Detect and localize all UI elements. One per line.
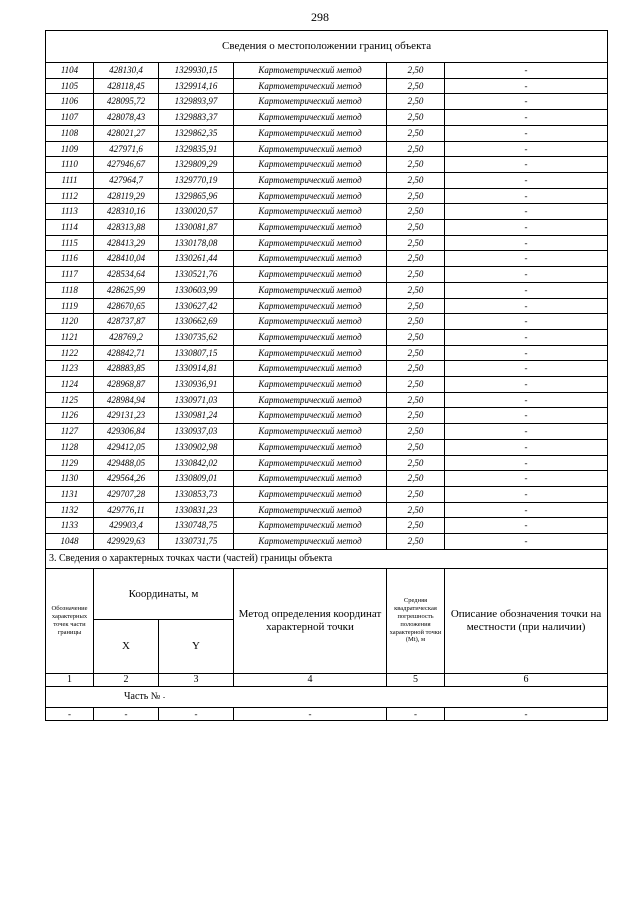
description-cell: - [445,502,608,518]
coord-y: 1330521,76 [159,267,234,283]
coord-y: 1330902,98 [159,439,234,455]
coord-x: 428410,04 [94,251,159,267]
description-cell: - [445,377,608,393]
method-cell: Картометрический метод [234,377,387,393]
point-number: 1118 [46,282,94,298]
empty-cell: - [159,707,234,720]
table-row [46,392,608,408]
description-cell: - [445,424,608,440]
table-row [46,298,608,314]
coord-x: 428883,85 [94,361,159,377]
accuracy-cell: 2,50 [387,361,445,377]
coord-x: 428130,4 [94,63,159,79]
method-cell: Картометрический метод [234,94,387,110]
method-cell: Картометрический метод [234,78,387,94]
point-number: 1108 [46,125,94,141]
table-row [46,78,608,94]
header-y: Y [159,620,234,674]
point-number: 1117 [46,267,94,283]
description-cell: - [445,172,608,188]
table-row [46,94,608,110]
coord-x: 428118,45 [94,78,159,94]
coord-y: 1329883,37 [159,110,234,126]
header-description: Описание обозначения точки на местности (при наличии) [445,568,608,673]
accuracy-cell: 2,50 [387,298,445,314]
accuracy-cell: 2,50 [387,502,445,518]
accuracy-cell: 2,50 [387,78,445,94]
coord-y: 1330937,03 [159,424,234,440]
coord-y: 1330735,62 [159,329,234,345]
coord-y: 1330831,23 [159,502,234,518]
point-number: 1129 [46,455,94,471]
coord-y: 1330809,01 [159,471,234,487]
accuracy-cell: 2,50 [387,455,445,471]
point-number: 1131 [46,486,94,502]
method-cell: Картометрический метод [234,455,387,471]
coord-y: 1330981,24 [159,408,234,424]
point-number: 1116 [46,251,94,267]
accuracy-cell: 2,50 [387,141,445,157]
point-number: 1119 [46,298,94,314]
description-cell: - [445,361,608,377]
page-number: 298 [311,10,329,24]
column-numbers-row [46,673,608,686]
method-cell: Картометрический метод [234,439,387,455]
coord-y: 1330842,02 [159,455,234,471]
part-number: - [162,692,166,701]
table-row [46,172,608,188]
method-cell: Картометрический метод [234,251,387,267]
coord-x: 428737,87 [94,314,159,330]
method-cell: Картометрический метод [234,204,387,220]
coord-y: 1330914,81 [159,361,234,377]
accuracy-cell: 2,50 [387,377,445,393]
coord-x: 429707,28 [94,486,159,502]
coord-y: 1329930,15 [159,63,234,79]
table-row [46,486,608,502]
point-number: 1124 [46,377,94,393]
coord-y: 1330971,03 [159,392,234,408]
section-3-title: 3. Сведения о характерных точках части (частей) границы объекта [46,549,608,568]
accuracy-cell: 2,50 [387,392,445,408]
coord-y: 1330731,75 [159,534,234,550]
description-cell: - [445,314,608,330]
coord-x: 429488,05 [94,455,159,471]
coord-x: 429131,23 [94,408,159,424]
point-number: 1132 [46,502,94,518]
coord-x: 429776,11 [94,502,159,518]
table-row [46,502,608,518]
part-row [46,686,608,707]
method-cell: Картометрический метод [234,110,387,126]
point-number: 1104 [46,63,94,79]
point-number: 1133 [46,518,94,534]
coord-x: 428534,64 [94,267,159,283]
method-cell: Картометрический метод [234,361,387,377]
table-row [46,471,608,487]
accuracy-cell: 2,50 [387,235,445,251]
method-cell: Картометрический метод [234,534,387,550]
method-cell: Картометрический метод [234,235,387,251]
coord-y: 1330936,91 [159,377,234,393]
coord-x: 427946,67 [94,157,159,173]
coord-x: 428078,43 [94,110,159,126]
description-cell: - [445,78,608,94]
accuracy-cell: 2,50 [387,267,445,283]
coord-x: 427971,6 [94,141,159,157]
method-cell: Картометрический метод [234,392,387,408]
coord-y: 1330603,99 [159,282,234,298]
description-cell: - [445,235,608,251]
empty-cell: - [94,707,159,720]
point-number: 1113 [46,204,94,220]
table-row [46,220,608,236]
coord-x: 428625,99 [94,282,159,298]
description-cell: - [445,188,608,204]
coord-y: 1329835,91 [159,141,234,157]
point-number: 1107 [46,110,94,126]
point-number: 1123 [46,361,94,377]
point-number: 1112 [46,188,94,204]
description-cell: - [445,408,608,424]
point-number: 1114 [46,220,94,236]
description-cell: - [445,392,608,408]
method-cell: Картометрический метод [234,172,387,188]
method-cell: Картометрический метод [234,157,387,173]
accuracy-cell: 2,50 [387,63,445,79]
coord-x: 428413,29 [94,235,159,251]
method-cell: Картометрический метод [234,298,387,314]
accuracy-cell: 2,50 [387,282,445,298]
coord-x: 429564,26 [94,471,159,487]
coord-x: 429412,05 [94,439,159,455]
description-cell: - [445,251,608,267]
method-cell: Картометрический метод [234,282,387,298]
table-row [46,424,608,440]
coord-x: 428968,87 [94,377,159,393]
description-cell: - [445,455,608,471]
accuracy-cell: 2,50 [387,424,445,440]
coord-x: 428095,72 [94,94,159,110]
column-number: 4 [234,673,387,686]
coord-y: 1330261,44 [159,251,234,267]
accuracy-cell: 2,50 [387,251,445,267]
accuracy-cell: 2,50 [387,486,445,502]
description-cell: - [445,110,608,126]
coord-x: 428021,27 [94,125,159,141]
empty-cell: - [445,707,608,720]
boundary-table [45,30,608,721]
method-cell: Картометрический метод [234,329,387,345]
method-cell: Картометрический метод [234,141,387,157]
empty-cell: - [387,707,445,720]
coord-y: 1330853,73 [159,486,234,502]
method-cell: Картометрический метод [234,471,387,487]
point-number: 1122 [46,345,94,361]
point-number: 1125 [46,392,94,408]
accuracy-cell: 2,50 [387,172,445,188]
description-cell: - [445,220,608,236]
header-designation: Обозначение характерных точек части границы [46,568,94,673]
coord-y: 1330178,08 [159,235,234,251]
table-row [46,204,608,220]
table-row [46,518,608,534]
point-number: 1127 [46,424,94,440]
description-cell: - [445,157,608,173]
coord-y: 1329914,16 [159,78,234,94]
point-number: 1115 [46,235,94,251]
accuracy-cell: 2,50 [387,125,445,141]
description-cell: - [445,518,608,534]
header-method: Метод определения координат характерной точки [234,568,387,673]
coord-y: 1330662,69 [159,314,234,330]
table-row [46,282,608,298]
coord-y: 1329862,35 [159,125,234,141]
method-cell: Картометрический метод [234,188,387,204]
point-number: 1048 [46,534,94,550]
method-cell: Картометрический метод [234,125,387,141]
method-cell: Картометрический метод [234,486,387,502]
accuracy-cell: 2,50 [387,220,445,236]
coord-x: 429903,4 [94,518,159,534]
method-cell: Картометрический метод [234,314,387,330]
accuracy-cell: 2,50 [387,110,445,126]
empty-cell: - [234,707,387,720]
column-number: 1 [46,673,94,686]
header-accuracy: Средняя квадратическая погрешность положения характерной точки (Mt), м [387,568,445,673]
accuracy-cell: 2,50 [387,471,445,487]
description-cell: - [445,439,608,455]
table-row [46,63,608,79]
coord-x: 428842,71 [94,345,159,361]
coord-y: 1330748,75 [159,518,234,534]
description-cell: - [445,471,608,487]
method-cell: Картометрический метод [234,345,387,361]
column-number: 6 [445,673,608,686]
description-cell: - [445,298,608,314]
table-row [46,439,608,455]
coord-x: 428769,2 [94,329,159,345]
description-cell: - [445,267,608,283]
coord-x: 429929,63 [94,534,159,550]
table-row [46,361,608,377]
point-number: 1111 [46,172,94,188]
accuracy-cell: 2,50 [387,534,445,550]
table-row [46,408,608,424]
point-number: 1106 [46,94,94,110]
table-row [46,251,608,267]
coord-x: 428310,16 [94,204,159,220]
column-number: 3 [159,673,234,686]
description-cell: - [445,125,608,141]
table-row [46,329,608,345]
accuracy-cell: 2,50 [387,204,445,220]
description-cell: - [445,329,608,345]
coord-y: 1330081,87 [159,220,234,236]
coord-y: 1329770,19 [159,172,234,188]
method-cell: Картометрический метод [234,220,387,236]
coord-x: 428984,94 [94,392,159,408]
table-row [46,188,608,204]
point-number: 1130 [46,471,94,487]
table-row [46,141,608,157]
description-cell: - [445,345,608,361]
coord-y: 1329809,29 [159,157,234,173]
section-3-row [46,549,608,568]
column-number: 5 [387,673,445,686]
empty-data-row [46,707,608,720]
header-coordinates: Координаты, м [94,568,234,619]
table-title-row [46,31,608,63]
description-cell: - [445,486,608,502]
part-label: Часть № [124,690,161,702]
method-cell: Картометрический метод [234,518,387,534]
coord-y: 1330627,42 [159,298,234,314]
accuracy-cell: 2,50 [387,439,445,455]
point-number: 1110 [46,157,94,173]
description-cell: - [445,534,608,550]
coord-x: 429306,84 [94,424,159,440]
table-row [46,157,608,173]
accuracy-cell: 2,50 [387,518,445,534]
accuracy-cell: 2,50 [387,345,445,361]
coord-x: 428670,65 [94,298,159,314]
description-cell: - [445,141,608,157]
table-row [46,345,608,361]
method-cell: Картометрический метод [234,408,387,424]
method-cell: Картометрический метод [234,502,387,518]
table-row [46,235,608,251]
accuracy-cell: 2,50 [387,157,445,173]
accuracy-cell: 2,50 [387,314,445,330]
table-title: Сведения о местоположении границ объекта [46,31,608,63]
table-row [46,125,608,141]
point-number: 1105 [46,78,94,94]
part-cell [46,686,608,707]
table-row [46,455,608,471]
header-x: X [94,620,159,674]
accuracy-cell: 2,50 [387,408,445,424]
accuracy-cell: 2,50 [387,188,445,204]
coord-x: 428119,29 [94,188,159,204]
table-row [46,110,608,126]
table-row [46,267,608,283]
description-cell: - [445,282,608,298]
method-cell: Картометрический метод [234,63,387,79]
coord-y: 1330807,15 [159,345,234,361]
point-number: 1121 [46,329,94,345]
column-number: 2 [94,673,159,686]
description-cell: - [445,63,608,79]
table-row [46,377,608,393]
accuracy-cell: 2,50 [387,94,445,110]
coord-y: 1329865,96 [159,188,234,204]
coord-y: 1329893,97 [159,94,234,110]
coord-y: 1330020,57 [159,204,234,220]
coord-x: 427964,7 [94,172,159,188]
table-row [46,314,608,330]
point-number: 1109 [46,141,94,157]
method-cell: Картометрический метод [234,267,387,283]
point-number: 1128 [46,439,94,455]
accuracy-cell: 2,50 [387,329,445,345]
section-3-header-row-1 [46,568,608,619]
coord-x: 428313,88 [94,220,159,236]
description-cell: - [445,204,608,220]
table-row [46,534,608,550]
empty-cell: - [46,707,94,720]
point-number: 1120 [46,314,94,330]
point-number: 1126 [46,408,94,424]
description-cell: - [445,94,608,110]
method-cell: Картометрический метод [234,424,387,440]
